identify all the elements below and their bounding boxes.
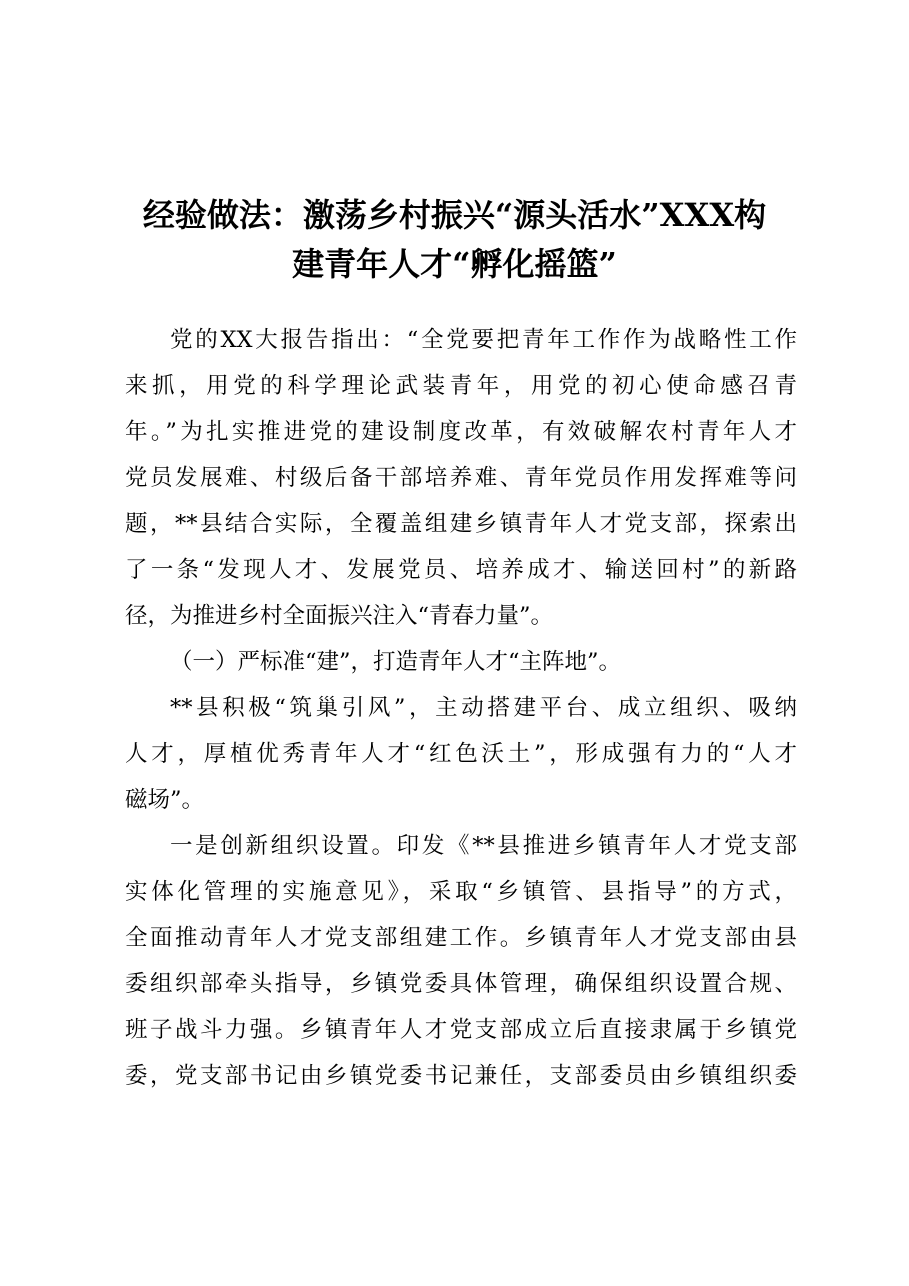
document-title-line-2: 建青年人才“孵化摇篮” <box>292 245 617 283</box>
text-line: 委，党支部书记由乡镇党委书记兼任，支部委员由乡镇组织委 <box>125 1063 797 1089</box>
text-line: 一是创新组织设置。印发《**县推进乡镇青年人才党支部 <box>170 833 797 859</box>
text-line: 人才，厚植优秀青年人才“红色沃土”，形成强有力的“人才 <box>125 741 797 767</box>
text-line: 磁场”。 <box>125 787 205 813</box>
text-line: 来抓，用党的科学理论武装青年，用党的初心使命感召青 <box>125 373 797 399</box>
text-line: 实体化管理的实施意见》，采取“乡镇管、县指导”的方式， <box>125 879 797 905</box>
document-title-line-1: 经验做法：激荡乡村振兴“源头活水”XXX构 <box>142 196 767 234</box>
text-line: 委组织部牵头指导，乡镇党委具体管理，确保组织设置合规、 <box>125 971 797 997</box>
text-line: 班子战斗力强。乡镇青年人才党支部成立后直接隶属于乡镇党 <box>125 1017 797 1043</box>
text-line: 径，为推进乡村全面振兴注入“青春力量”。 <box>125 603 554 629</box>
text-line: 党员发展难、村级后备干部培养难、青年党员作用发挥难等问 <box>125 465 797 491</box>
text-line: **县积极“筑巢引风”，主动搭建平台、成立组织、吸纳 <box>170 695 797 721</box>
text-line: 年。”为扎实推进党的建设制度改革，有效破解农村青年人才 <box>125 419 797 445</box>
text-line: 了一条“发现人才、发展党员、培养成才、输送回村”的新路 <box>125 557 797 583</box>
section-heading-text: （一）严标准“建”，打造青年人才“主阵地”。 <box>170 649 622 675</box>
text-line: 全面推动青年人才党支部组建工作。乡镇青年人才党支部由县 <box>125 925 797 951</box>
text-line: 党的XX大报告指出：“全党要把青年工作作为战略性工作 <box>170 327 797 353</box>
text-line: 题，**县结合实际，全覆盖组建乡镇青年人才党支部，探索出 <box>125 511 797 537</box>
